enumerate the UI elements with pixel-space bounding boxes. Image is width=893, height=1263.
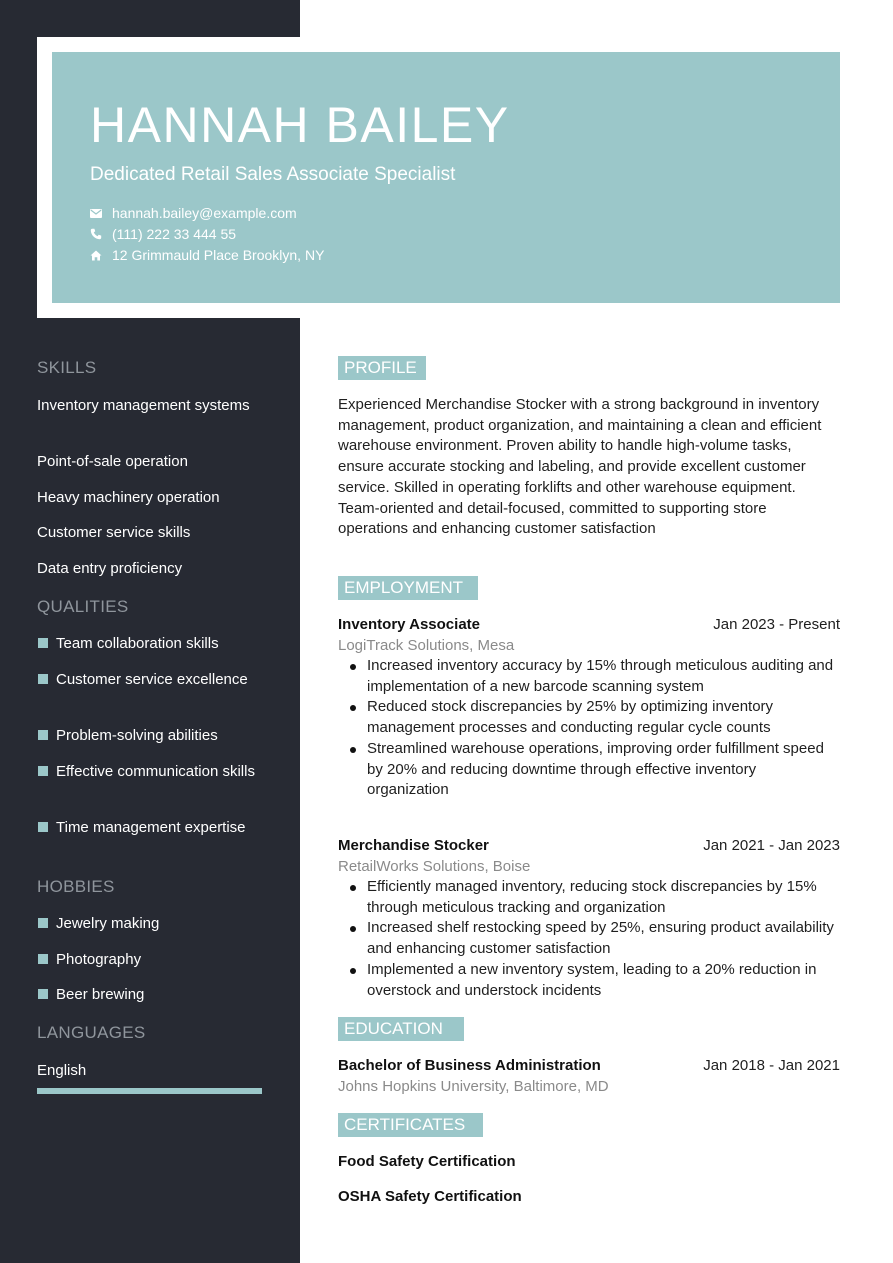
contact-phone[interactable]: [90, 225, 236, 243]
job-bullet: Streamlined warehouse operations, improving order fulfillment speed by 20% and reducing downtime through effective inventory organization: [338, 739, 840, 801]
contact-address: [90, 246, 324, 264]
square-bullet-icon: [38, 638, 48, 648]
skill-item: Data entry proficiency: [37, 560, 183, 577]
quality-item: [37, 725, 262, 746]
hobby-label: Beer brewing: [56, 986, 145, 1003]
education-school: Johns Hopkins University, Baltimore, MD: [338, 1078, 609, 1095]
quality-label: Effective communication skills: [56, 763, 255, 780]
job-title: Merchandise Stocker: [338, 837, 489, 854]
job-title: Inventory Associate: [338, 616, 480, 633]
employment-heading: EMPLOYMENT: [338, 576, 478, 600]
job-bullet: Implemented a new inventory system, leading to a 20% reduction in overstock and understock incidents: [338, 960, 840, 1001]
job-bullet: Increased inventory accuracy by 15% through meticulous auditing and implementation of a new barcode scanning system: [338, 656, 840, 697]
profile-text: Experienced Merchandise Stocker with a strong background in inventory management, product organization, and maintaining a clean and efficient warehouse environment. Proven ability to handle high-volume tasks, ensure accurate stocking and labeling, and provide excellent customer service. Skilled in operating forklifts and other warehouse equipment. Team-oriented and detail-focused, committed to supporting store operations and enhancing customer satisfaction: [338, 396, 822, 538]
quality-label: Problem-solving abilities: [56, 727, 218, 744]
quality-item: [37, 633, 262, 654]
hobby-item: [37, 949, 262, 970]
job-bullet: Increased shelf restocking speed by 25%, ensuring product availability and enhancing customer satisfaction: [338, 918, 840, 959]
qualities-heading: QUALITIES: [37, 597, 129, 616]
job-bullets: [338, 877, 840, 1001]
candidate-name: HANNAH BAILEY: [90, 97, 510, 153]
phone-text: (111) 222 33 444 55: [112, 226, 237, 242]
square-bullet-icon: [38, 674, 48, 684]
skills-heading: SKILLS: [37, 358, 97, 377]
square-bullet-icon: [38, 954, 48, 964]
quality-label: Team collaboration skills: [56, 635, 219, 652]
certificate-item: Food Safety Certification: [338, 1153, 516, 1170]
skill-item: Inventory management systems: [37, 397, 250, 414]
skill-item: Point-of-sale operation: [37, 453, 188, 470]
header: [52, 52, 840, 303]
languages-heading: LANGUAGES: [37, 1023, 146, 1042]
hobby-item: [37, 913, 262, 934]
quality-item: [37, 669, 262, 690]
address-text: 12 Grimmauld Place Brooklyn, NY: [112, 247, 325, 263]
square-bullet-icon: [38, 822, 48, 832]
certificate-item: OSHA Safety Certification: [338, 1188, 522, 1205]
profile-heading: PROFILE: [338, 356, 426, 380]
square-bullet-icon: [38, 989, 48, 999]
job-company: LogiTrack Solutions, Mesa: [338, 637, 515, 654]
job-bullet: Reduced stock discrepancies by 25% by optimizing inventory management processes and conducting regular cycle counts: [338, 697, 840, 738]
skill-item: Customer service skills: [37, 524, 191, 541]
hobby-item: [37, 984, 262, 1005]
email-text[interactable]: hannah.bailey@example.com: [112, 205, 297, 221]
quality-label: Customer service excellence: [56, 671, 248, 688]
skill-item: Heavy machinery operation: [37, 489, 220, 506]
quality-label: Time management expertise: [56, 819, 246, 836]
job-dates: Jan 2023 - Present: [713, 616, 840, 633]
job-bullet: Efficiently managed inventory, reducing stock discrepancies by 15% through meticulous tracking and organization: [338, 877, 840, 918]
hobby-label: Jewelry making: [56, 915, 160, 932]
quality-item: [37, 817, 262, 838]
square-bullet-icon: [38, 918, 48, 928]
job-dates: Jan 2021 - Jan 2023: [703, 837, 840, 854]
contact-email[interactable]: [90, 204, 297, 222]
square-bullet-icon: [38, 766, 48, 776]
mail-icon: [90, 206, 112, 220]
job-bullets: [338, 656, 840, 801]
education-heading: EDUCATION: [338, 1017, 464, 1041]
home-icon: [90, 248, 112, 262]
language-level-bar: [37, 1088, 262, 1094]
hobbies-heading: HOBBIES: [37, 877, 115, 896]
phone-icon: [90, 227, 112, 241]
certificates-heading: CERTIFICATES: [338, 1113, 483, 1137]
candidate-tagline: Dedicated Retail Sales Associate Specialist: [90, 164, 456, 185]
square-bullet-icon: [38, 730, 48, 740]
job-company: RetailWorks Solutions, Boise: [338, 858, 531, 875]
quality-item: [37, 761, 262, 782]
hobby-label: Photography: [56, 951, 142, 968]
education-degree: Bachelor of Business Administration: [338, 1057, 601, 1074]
language-item: English: [37, 1062, 87, 1079]
education-dates: Jan 2018 - Jan 2021: [703, 1057, 840, 1074]
